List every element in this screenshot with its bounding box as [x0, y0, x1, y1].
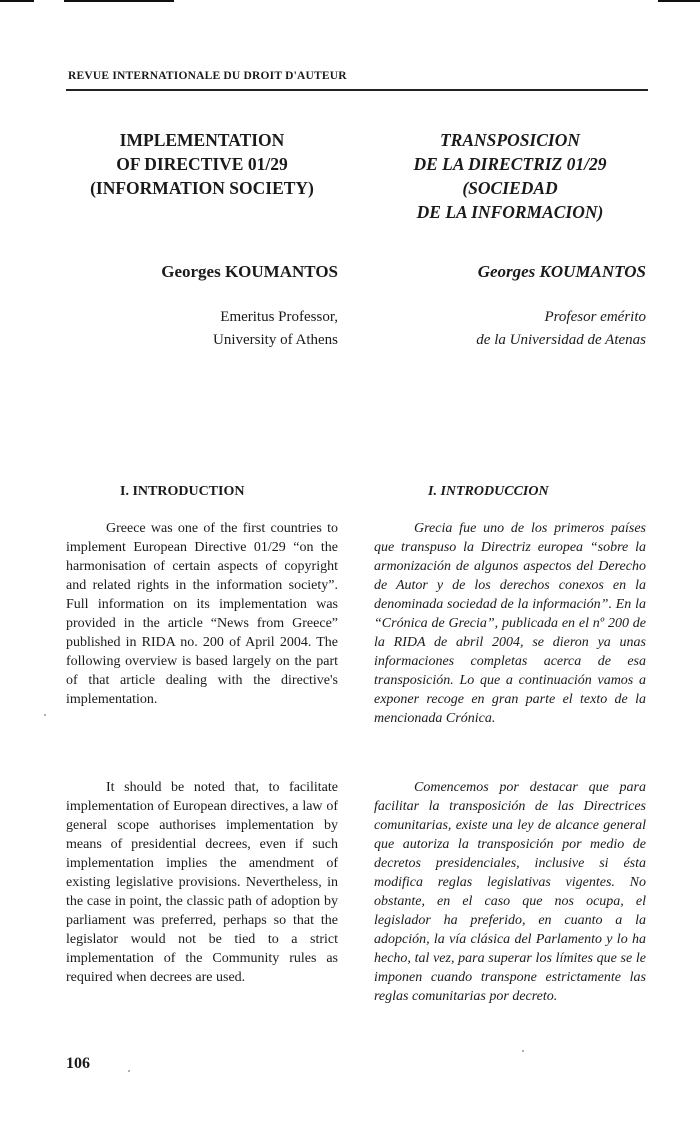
paragraph-text: Comencemos por destacar que para facilitar la transposición de las Directrices comunitarias, existe una ley de alcance general que autoriza la transposición por medio de decretos presidenciales, inclusive si ésta modifica reglas legislativas vigentes. No obstante, en el caso que nos ocupa, el legislador ha preferido, en cuanto a la adopción, la vía clásica del Parlamento y lo ha hecho, tal vez, para superar los límites que se le imponen cuando transpone estrictamente las reglas comunitarias por decreto. — [374, 780, 646, 1004]
section-heading-english: I. INTRODUCTION — [120, 484, 245, 499]
affiliation-line: Profesor emérito — [544, 309, 646, 325]
paragraph-text: Grecia fue uno de los primeros países que transpuso la Directriz europea “sobre la armonización de algunos aspectos del Derecho de Autor y de los derechos conexos en la denominada sociedad de la información”. En la “Crónica de Grecia”, publicada en el nº 200 de la RIDA de abril 2004, se dieron ya unas informaciones completas acerca de esa transposición. Lo que a continuación vamos a exponer recoge en gran parte el texto de la mencionada Crónica. — [374, 521, 646, 726]
page-number: 106 — [66, 1055, 90, 1072]
title-line: (INFORMATION SOCIETY) — [90, 178, 314, 198]
title-line: DE LA INFORMACION) — [416, 202, 604, 222]
title-english — [66, 128, 338, 200]
affiliation-line: Emeritus Professor, — [220, 309, 338, 325]
scan-edge-mark-center — [64, 0, 174, 2]
title-line: (SOCIEDAD — [462, 178, 558, 198]
paragraph-spanish-2 — [374, 778, 646, 1006]
affiliation-line: de la Universidad de Atenas — [476, 332, 646, 348]
affiliation-english — [66, 306, 338, 352]
affiliation-line: University of Athens — [213, 332, 338, 348]
scan-edge-mark-left — [0, 0, 34, 2]
title-line: OF DIRECTIVE 01/29 — [116, 154, 288, 174]
paragraph-text: Greece was one of the first countries to implement European Directive 01/29 “on the harmonisation of certain aspects of copyright and related rights in the information society”. Full information on its implementation was provided in the article “News from Greece” published in RIDA no. 200 of April 2004. The following overview is based largely on the part of that article dealing with the directive's implementation. — [66, 521, 338, 707]
author-spanish: Georges KOUMANTOS — [477, 262, 646, 281]
paragraph-english-2 — [66, 778, 338, 987]
header-rule — [66, 89, 648, 91]
title-line: TRANSPOSICION — [439, 130, 581, 150]
paragraph-text: It should be noted that, to facilitate implementation of European directives, a law of general scope authorises implementation by means of presidential decrees, even if such implementation implies the amendment of existing legislative provisions. Nevertheless, in the case in point, the classic path of adoption by parliament was preferred, perhaps so that the legislator would not be tied to a strict implementation of the Community rules as required when decrees are used. — [66, 780, 338, 985]
scan-speck — [44, 714, 46, 716]
title-line: DE LA DIRECTRIZ 01/29 — [413, 154, 607, 174]
section-heading-spanish: I. INTRODUCCION — [428, 484, 549, 499]
scan-speck — [128, 1070, 130, 1072]
affiliation-spanish — [374, 306, 646, 352]
author-english: Georges KOUMANTOS — [161, 262, 338, 281]
scan-edge-mark-right — [658, 0, 700, 2]
running-head: REVUE INTERNATIONALE DU DROIT D'AUTEUR — [68, 70, 347, 82]
paragraph-english-1 — [66, 519, 338, 709]
paragraph-spanish-1 — [374, 519, 646, 728]
title-spanish — [374, 128, 646, 224]
title-line: IMPLEMENTATION — [119, 130, 285, 150]
scan-speck — [522, 1050, 524, 1052]
